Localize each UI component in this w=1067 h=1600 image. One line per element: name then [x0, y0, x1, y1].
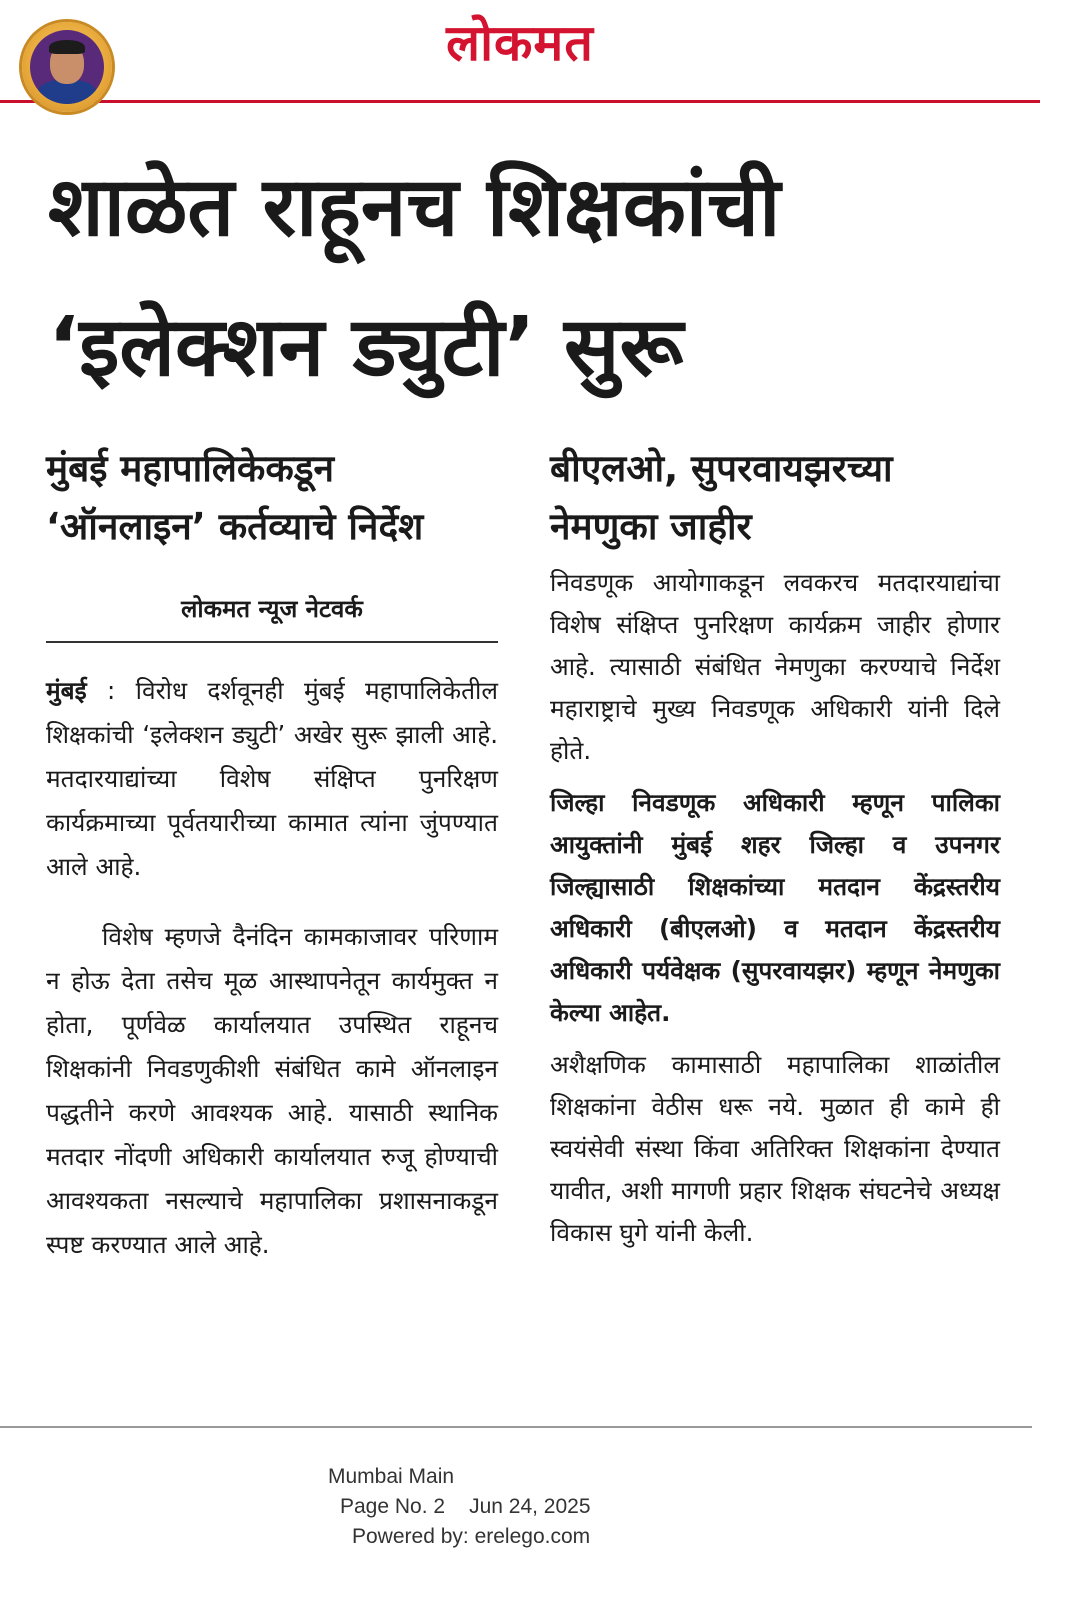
footer-edition: Mumbai Main — [328, 1465, 455, 1488]
author-badge — [22, 22, 112, 112]
footer-date: Jun 24, 2025 — [469, 1495, 591, 1518]
bottom-divider — [0, 1426, 1032, 1428]
right-paragraph-3: अशैक्षणिक कामासाठी महापालिका शाळांतील शिक्षकांना वेठीस धरू नये. मुळात ही कामे ही स्वयंसेवी संस्था किंवा अतिरिक्त शिक्षकांना देण्यात यावीत, अशी मागणी प्रहार शिक्षक संघटनेचे अध्यक्ष विकास घुगे यांनी केली. — [550, 1050, 1000, 1247]
footer-page-date — [300, 1492, 680, 1522]
left-subhead-1: मुंबई महापालिकेकडून — [46, 447, 335, 490]
footer-page: Page No. 2 — [340, 1495, 446, 1518]
right-paragraph-1: निवडणूक आयोगाकडून लवकरच मतदारयाद्यांचा विशेष संक्षिप्त पुनरिक्षण कार्यक्रम जाहीर होणार आहे. त्यासाठी संबंधित नेमणुका करण्याचे निर्देश महाराष्ट्राचे मुख्य निवडणूक अधिकारी यांनी दिले होते. — [550, 568, 1000, 765]
right-column — [550, 440, 1000, 1254]
right-subhead-2: नेमणुका जाहीर — [550, 505, 752, 548]
left-paragraph-1 — [46, 669, 498, 889]
left-paragraph-2: विशेष म्हणजे दैनंदिन कामकाजावर परिणाम न होऊ देता तसेच मूळ आस्थापनेतून कार्यमुक्त न होता, पूर्णवेळ कार्यालयात उपस्थित राहूनच शिक्षकांनी निवडणुकीशी संबंधित कामे ऑनलाइन पद्धतीने करणे आवश्यक आहे. यासाठी स्थानिक मतदार नोंदणी अधिकारी कार्यालयात रुजू होण्याची आवश्यकता नसल्याचे महापालिका प्रशासनाकडून स्पष्ट करण्यात आले आहे. — [46, 922, 498, 1259]
right-subhead-1: बीएलओ, सुपरवायझरच्या — [550, 447, 893, 490]
left-column — [46, 440, 498, 1267]
headline-line-1: शाळेत राहूनच शिक्षकांची — [48, 160, 781, 255]
headline-line-2: ‘इलेक्शन ड्युटी’ सुरू — [48, 300, 684, 395]
right-paragraph-2: जिल्हा निवडणूक अधिकारी म्हणून पालिका आयुक्तांनी मुंबई शहर जिल्हा व उपनगर जिल्ह्यासाठी शिक्षकांच्या मतदान केंद्रस्तरीय अधिकारी (बीएलओ) व मतदान केंद्रस्तरीय अधिकारी पर्यवेक्षक (सुपरवायझर) म्हणून नेमणुका केल्या आहेत. — [550, 788, 1000, 1027]
masthead — [0, 0, 1040, 103]
author-photo — [30, 30, 104, 104]
left-paragraph-1-text: : विरोध दर्शवूनही मुंबई महापालिकेतील शिक्षकांची ‘इलेक्शन ड्युटी’ अखेर सुरू झाली आहे. मतदारयाद्यांच्या विशेष संक्षिप्त पुनरिक्षण कार्यक्रमाच्या पूर्वतयारीच्या कामात त्यांना जुंपण्यात आले आहे. — [46, 676, 498, 881]
newspaper-logo: लोकमत — [446, 14, 594, 72]
left-subhead-2: ‘ऑनलाइन’ कर्तव्याचे निर्देश — [46, 505, 424, 548]
footer-powered-by[interactable]: Powered by: erelego.com — [352, 1525, 591, 1548]
dateline: मुंबई — [46, 676, 87, 705]
footer — [300, 1462, 680, 1552]
headline — [48, 138, 1008, 418]
byline: लोकमत न्यूज नेटवर्क — [46, 592, 498, 643]
